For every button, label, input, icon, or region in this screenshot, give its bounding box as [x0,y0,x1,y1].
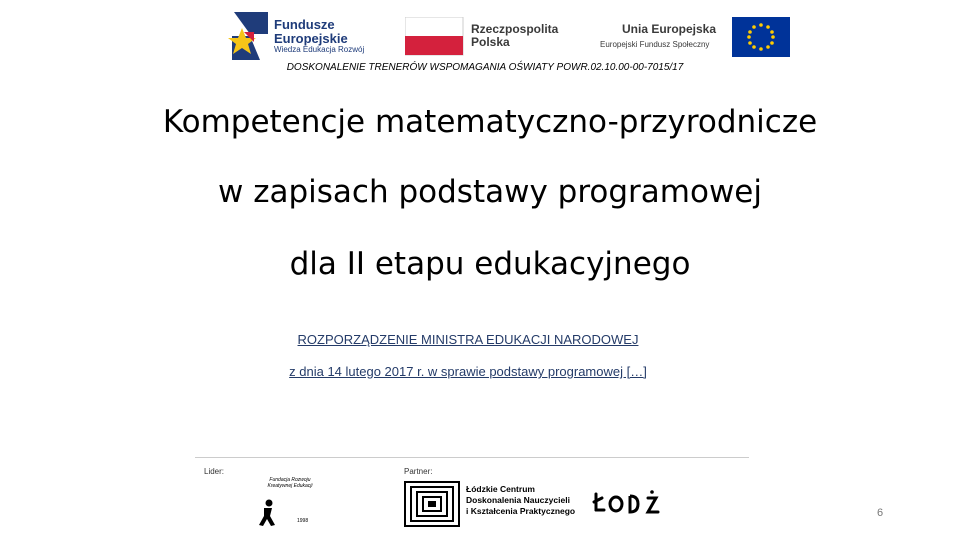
ldc-name [466,484,575,517]
unia-europejska-logo [596,10,796,62]
footer-divider [195,457,749,458]
lider-year: 1998 [297,518,309,524]
fundusze-europejskie-logo [228,10,388,62]
ue-fund: Europejski Fundusz Społeczny [600,40,710,49]
fe-name [274,18,348,46]
title-line-1: Kompetencje matematyczno-przyrodnicze [162,104,818,140]
rp-name [471,23,558,49]
ldc-line1: Łódzkie Centrum [466,484,535,494]
fe-name-line2: Europejskie [274,31,348,46]
fe-name-line1: Fundusze [274,17,335,32]
title-line-3: dla II etapu edukacyjnego [289,246,691,282]
page-number: 6 [877,507,884,519]
fe-program: Wiedza Edukacja Rozwój [274,45,365,54]
ldc-line2: Doskonalenia Nauczycieli [466,495,570,505]
ldc-logo-icon [404,481,460,527]
eu-flag-icon [732,17,790,57]
lodz-city-logo-icon [592,488,672,516]
rp-line1: Rzeczpospolita [471,22,559,36]
project-code-line: DOSKONALENIE TRENERÓW WSPOMAGANIA OŚWIATY POWR.02.10.00-00-7015/17 [286,62,684,73]
rzeczpospolita-polska-logo [403,10,573,62]
rp-line2: Polska [471,35,510,49]
ue-name: Unia Europejska [622,22,717,36]
logos-bar [228,10,796,62]
regulation-date-link[interactable]: z dnia 14 lutego 2017 r. w sprawie podstawy programowej […] [289,364,647,379]
lider-name: Fundacja Rozwoju Kreatywnej Edukacji [267,477,313,489]
regulation-link[interactable]: ROZPORZĄDZENIE MINISTRA EDUKACJI NARODOWEJ [297,332,639,347]
partner-label: Partner: [404,467,433,476]
fe-star-icon [228,10,272,62]
polish-flag-icon [405,17,465,57]
ldc-line3: i Kształcenia Praktycznego [466,506,576,516]
lider-label: Lider: [204,467,225,476]
title-line-2: w zapisach podstawy programowej [218,174,762,210]
